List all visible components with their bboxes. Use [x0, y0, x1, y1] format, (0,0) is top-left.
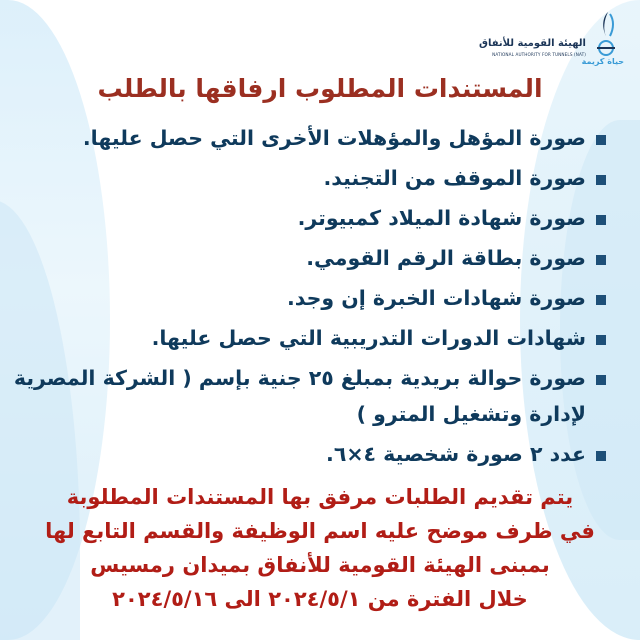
list-item [13, 358, 610, 398]
submission-note-line: بمبنى الهيئة القومية للأنفاق بميدان رمسيس [90, 553, 550, 577]
list-item-text: صورة المؤهل والمؤهلات الأخرى التي حصل عليها. [82, 126, 586, 150]
nat-logo [479, 8, 624, 70]
square-bullet-icon [596, 295, 606, 305]
list-item-text: شهادات الدورات التدريبية التي حصل عليها. [151, 326, 586, 350]
list-item [90, 318, 610, 358]
list-item-text: لإدارة وتشغيل المترو ) [356, 402, 586, 426]
list-item-text: صورة بطاقة الرقم القومي. [306, 246, 586, 270]
submission-note-line: يتم تقديم الطلبات مرفق بها المستندات المطلوبة [66, 485, 574, 509]
list-item-text: عدد ٢ صورة شخصية ٤×٦. [326, 442, 586, 466]
square-bullet-icon [596, 215, 606, 225]
documents-list [13, 118, 610, 474]
list-item-text: صورة حوالة بريدية بمبلغ ٢٥ جنية بإسم ( الشركة المصرية [13, 366, 586, 390]
square-bullet-icon [596, 335, 606, 345]
logo-name-ar: الهيئة القومية للأنفاق [479, 38, 586, 49]
list-item [90, 238, 610, 278]
submission-note [40, 480, 600, 616]
submission-note-line: في ظرف موضح عليه اسم الوظيفة والقسم التابع لها [45, 519, 595, 543]
list-item-continuation [90, 394, 610, 434]
list-item-text: صورة شهادات الخبرة إن وجد. [286, 286, 586, 310]
logo-slogan: حياة كريمة [581, 57, 624, 66]
square-bullet-icon [596, 255, 606, 265]
submission-note-line: خلال الفترة من ٢٠٢٤/٥/١ الى ٢٠٢٤/٥/١٦ [112, 587, 528, 611]
list-item-text: صورة شهادة الميلاد كمبيوتر. [297, 206, 586, 230]
square-bullet-icon [596, 135, 606, 145]
list-item-text: صورة الموقف من التجنيد. [323, 166, 586, 190]
list-item [82, 118, 610, 158]
list-item [90, 198, 610, 238]
square-bullet-icon [596, 451, 606, 461]
logo-name-en: NATIONAL AUTHORITY FOR TUNNELS (NAT) [492, 52, 586, 57]
square-bullet-icon [596, 375, 606, 385]
page-title: المستندات المطلوب ارفاقها بالطلب [97, 74, 543, 103]
square-bullet-icon [596, 175, 606, 185]
list-item [90, 278, 610, 318]
list-item [90, 434, 610, 474]
list-item [90, 158, 610, 198]
